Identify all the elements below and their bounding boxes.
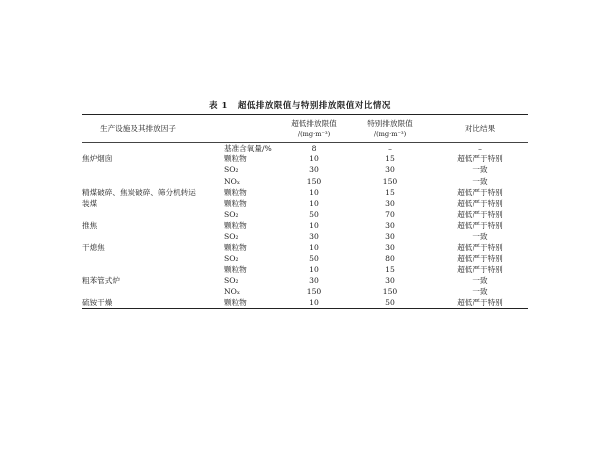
cell-special: 30 xyxy=(385,220,395,230)
cell-result: 超低严于特别 xyxy=(457,187,503,197)
cell-pollutant: 颗粒物 xyxy=(224,243,247,253)
cell-result: 一致 xyxy=(472,287,488,297)
cell-result: – xyxy=(478,143,482,153)
header-ultra-low-label: 超低排放限值 xyxy=(291,118,337,128)
table-row xyxy=(82,209,528,220)
cell-pollutant: 颗粒物 xyxy=(186,298,280,309)
cell-pollutant: SO₂ xyxy=(224,209,239,219)
cell-ultra-low: 150 xyxy=(306,287,322,297)
cell-result: 超低严于特别 xyxy=(457,209,503,219)
table-row xyxy=(82,176,528,187)
cell-ultra-low: 10 xyxy=(309,187,319,197)
table-row xyxy=(82,231,528,242)
cell-ultra-low: 8 xyxy=(311,143,317,153)
cell-pollutant: 颗粒物 xyxy=(224,154,247,164)
cell-facility: 硫铵干燥 xyxy=(82,298,186,309)
cell-facility xyxy=(82,253,186,264)
cell-pollutant: NOₓ xyxy=(224,176,241,186)
cell-special: 50 xyxy=(348,298,432,309)
table-row xyxy=(82,242,528,253)
cell-special: 80 xyxy=(385,254,395,264)
cell-result: 一致 xyxy=(472,165,488,175)
cell-special: 150 xyxy=(382,176,398,186)
cell-facility: 装煤 xyxy=(82,198,98,208)
table-header-row xyxy=(82,115,528,143)
table-row xyxy=(82,287,528,298)
cell-facility xyxy=(82,143,186,154)
table-caption-title: 超低排放限值与特别排放限值对比情况 xyxy=(237,101,391,111)
cell-ultra-low: 10 xyxy=(309,154,319,164)
cell-special: 150 xyxy=(382,287,398,297)
cell-special: 30 xyxy=(385,165,395,175)
cell-result: 超低严于特别 xyxy=(432,298,528,309)
cell-result: 一致 xyxy=(472,176,488,186)
cell-ultra-low: 10 xyxy=(309,243,319,253)
cell-result: 超低严于特别 xyxy=(457,220,503,230)
cell-special: 15 xyxy=(385,187,395,197)
cell-ultra-low: 30 xyxy=(309,165,319,175)
cell-special: 70 xyxy=(385,209,395,219)
table-body xyxy=(82,143,528,309)
table-row xyxy=(82,187,528,198)
header-ultra-low xyxy=(280,115,348,143)
cell-facility xyxy=(82,265,186,276)
cell-result: 一致 xyxy=(472,232,488,241)
cell-facility: 焦炉烟囱 xyxy=(82,154,113,164)
cell-pollutant: 颗粒物 xyxy=(224,198,247,208)
cell-facility xyxy=(82,176,186,187)
cell-special: 15 xyxy=(385,154,395,164)
table-row xyxy=(82,276,528,287)
cell-pollutant: 颗粒物 xyxy=(224,265,247,275)
cell-ultra-low: 30 xyxy=(309,276,319,286)
cell-facility: 粗苯管式炉 xyxy=(82,276,120,286)
cell-ultra-low: 10 xyxy=(309,220,319,230)
table-caption xyxy=(0,99,600,111)
table-row xyxy=(82,265,528,276)
emission-limits-table xyxy=(82,114,528,309)
cell-pollutant: SO₂ xyxy=(224,165,239,175)
cell-facility xyxy=(82,209,186,220)
header-special xyxy=(348,115,432,143)
cell-facility: 推焦 xyxy=(82,220,98,230)
cell-result: 超低严于特别 xyxy=(457,154,503,164)
table-row xyxy=(82,143,528,154)
header-facility: 生产设施及其排放因子 xyxy=(82,115,280,143)
cell-facility: 干熄焦 xyxy=(82,243,105,253)
cell-result: 超低严于特别 xyxy=(457,243,503,253)
cell-pollutant: 基准含氧量/% xyxy=(224,143,272,153)
cell-special: 15 xyxy=(385,265,395,275)
table-caption-number: 表 1 xyxy=(209,101,228,111)
table-row xyxy=(82,220,528,231)
header-special-label: 特别排放限值 xyxy=(367,118,413,128)
cell-ultra-low: 50 xyxy=(309,209,319,219)
cell-pollutant: SO₂ xyxy=(224,276,239,286)
cell-ultra-low: 10 xyxy=(309,265,319,275)
table-row xyxy=(82,253,528,264)
cell-ultra-low: 10 xyxy=(309,198,319,208)
cell-result: 超低严于特别 xyxy=(457,265,503,275)
cell-result: 超低严于特别 xyxy=(457,254,503,264)
cell-result: 一致 xyxy=(472,276,488,286)
cell-special: 30 xyxy=(385,198,395,208)
cell-facility: 精煤破碎、焦炭破碎、筛分机转运 xyxy=(82,187,196,197)
header-special-unit: /(mg·m⁻³) xyxy=(373,129,407,138)
cell-result: 超低严于特别 xyxy=(457,198,503,208)
table-row xyxy=(82,154,528,165)
cell-special: 30 xyxy=(385,276,395,286)
cell-ultra-low: 50 xyxy=(309,254,319,264)
cell-facility xyxy=(82,231,186,242)
table-row xyxy=(82,298,528,309)
cell-special: 30 xyxy=(385,232,395,241)
cell-special: 30 xyxy=(385,243,395,253)
cell-pollutant: 颗粒物 xyxy=(224,220,247,230)
cell-ultra-low: 30 xyxy=(309,232,319,241)
cell-pollutant: NOₓ xyxy=(224,287,241,297)
cell-ultra-low: 10 xyxy=(280,298,348,309)
cell-facility xyxy=(82,165,186,176)
cell-pollutant: SO₂ xyxy=(224,254,239,264)
table-row xyxy=(82,198,528,209)
cell-facility xyxy=(82,287,186,298)
cell-pollutant: 颗粒物 xyxy=(224,187,247,197)
cell-special: – xyxy=(388,143,392,153)
cell-pollutant: SO₂ xyxy=(224,232,239,241)
header-result: 对比结果 xyxy=(432,115,528,143)
header-ultra-low-unit: /(mg·m⁻³) xyxy=(297,129,331,138)
cell-ultra-low: 150 xyxy=(306,176,322,186)
table-row xyxy=(82,165,528,176)
